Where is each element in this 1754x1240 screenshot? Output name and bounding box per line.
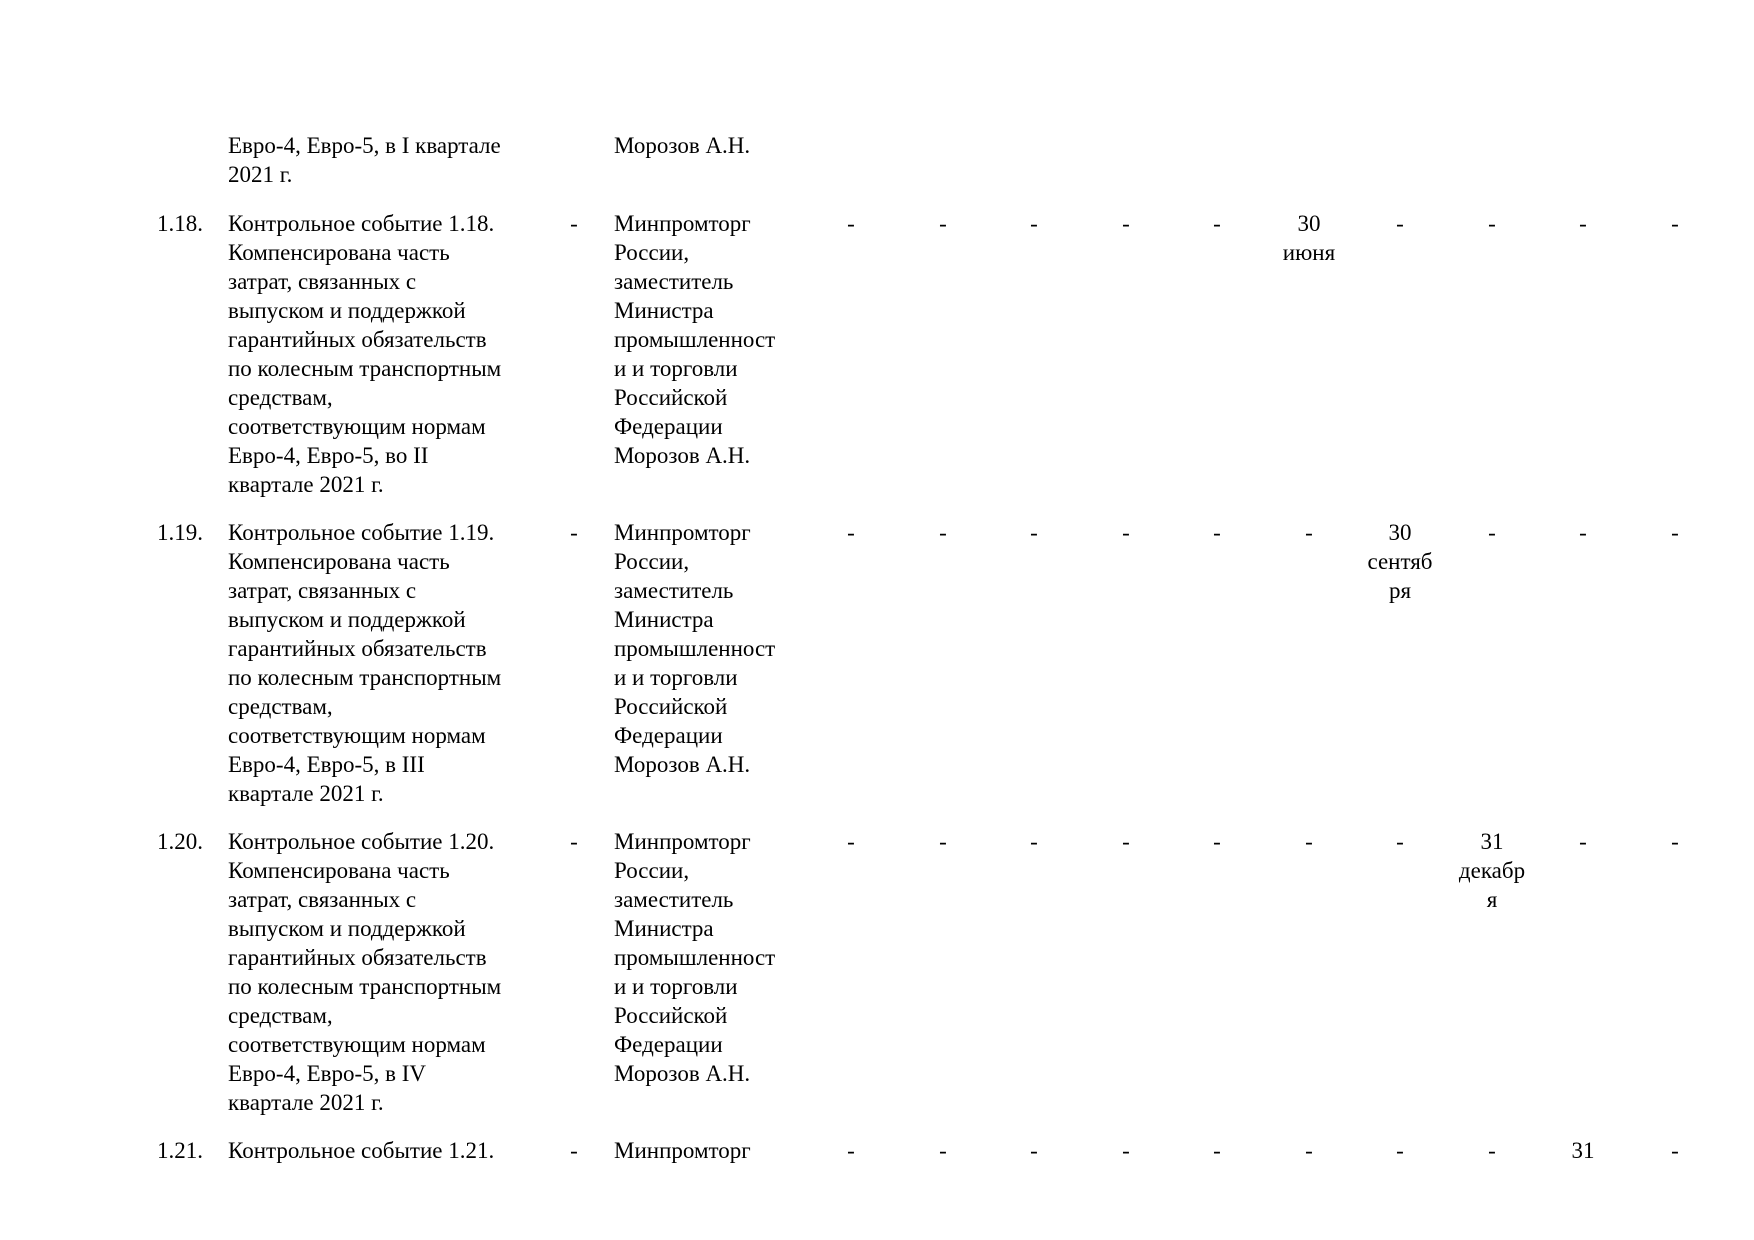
event-description: Контрольное событие 1.21. <box>228 1138 495 1163</box>
month-cell-2: - <box>939 211 947 236</box>
month-cell-8: 31 декабр я <box>1458 829 1526 912</box>
responsible-person: Минпромторг России, заместитель Министра промышленност и и торговли Российской Федерации Морозов А.Н. <box>614 520 776 777</box>
month-cell-1: - <box>847 211 855 236</box>
month-cell-4: - <box>1122 1138 1130 1163</box>
column-3-value: - <box>570 1138 578 1163</box>
event-description: Контрольное событие 1.19. Компенсирована часть затрат, связанных с выпуском и поддержкой гарантийных обязательств по колесным транспортным средствам, соответствующим нормам Евро-4, Евро-5, в III квартале 2021 г. <box>228 520 502 806</box>
row-number: 1.19. <box>157 520 203 545</box>
month-cell-10: - <box>1671 1138 1679 1163</box>
month-cell-5: - <box>1213 211 1221 236</box>
responsible-person: Морозов А.Н. <box>614 133 751 158</box>
month-cell-9: - <box>1579 520 1587 545</box>
month-cell-4: - <box>1122 520 1130 545</box>
event-description: Контрольное событие 1.18. Компенсирована часть затрат, связанных с выпуском и поддержкой гарантийных обязательств по колесным транспортным средствам, соответствующим нормам Евро-4, Евро-5, во II квартале 2021 г. <box>228 211 502 497</box>
responsible-person: Минпромторг России, заместитель Министра промышленност и и торговли Российской Федерации Морозов А.Н. <box>614 829 776 1086</box>
column-3-value: - <box>570 211 578 236</box>
month-cell-3: - <box>1030 1138 1038 1163</box>
month-cell-10: - <box>1671 211 1679 236</box>
row-number: 1.18. <box>157 211 203 236</box>
month-cell-9: - <box>1579 211 1587 236</box>
month-cell-6: - <box>1305 829 1313 854</box>
month-cell-7: - <box>1396 1138 1404 1163</box>
month-cell-4: - <box>1122 829 1130 854</box>
month-cell-10: - <box>1671 520 1679 545</box>
month-cell-4: - <box>1122 211 1130 236</box>
row-number: 1.20. <box>157 829 203 854</box>
month-cell-1: - <box>847 520 855 545</box>
month-cell-10: - <box>1671 829 1679 854</box>
month-cell-7: - <box>1396 211 1404 236</box>
row-number: 1.21. <box>157 1138 203 1163</box>
event-description: Контрольное событие 1.20. Компенсирована часть затрат, связанных с выпуском и поддержкой гарантийных обязательств по колесным транспортным средствам, соответствующим нормам Евро-4, Евро-5, в IV квартале 2021 г. <box>228 829 502 1115</box>
responsible-person: Минпромторг <box>614 1138 751 1163</box>
month-cell-1: - <box>847 1138 855 1163</box>
month-cell-7: - <box>1396 829 1404 854</box>
month-cell-5: - <box>1213 829 1221 854</box>
month-cell-2: - <box>939 829 947 854</box>
month-cell-3: - <box>1030 520 1038 545</box>
column-3-value: - <box>570 829 578 854</box>
column-3-value: - <box>570 520 578 545</box>
month-cell-8: - <box>1488 1138 1496 1163</box>
month-cell-5: - <box>1213 1138 1221 1163</box>
month-cell-3: - <box>1030 829 1038 854</box>
month-cell-3: - <box>1030 211 1038 236</box>
month-cell-7: 30 сентяб ря <box>1367 520 1433 603</box>
month-cell-6: - <box>1305 520 1313 545</box>
month-cell-2: - <box>939 520 947 545</box>
month-cell-6: 30 июня <box>1282 211 1336 265</box>
month-cell-2: - <box>939 1138 947 1163</box>
month-cell-5: - <box>1213 520 1221 545</box>
event-description: Евро-4, Евро-5, в I квартале 2021 г. <box>228 133 501 187</box>
month-cell-8: - <box>1488 520 1496 545</box>
month-cell-6: - <box>1305 1138 1313 1163</box>
month-cell-9: 31 <box>1571 1138 1595 1163</box>
month-cell-8: - <box>1488 211 1496 236</box>
month-cell-1: - <box>847 829 855 854</box>
responsible-person: Минпромторг России, заместитель Министра промышленност и и торговли Российской Федерации Морозов А.Н. <box>614 211 776 468</box>
month-cell-9: - <box>1579 829 1587 854</box>
